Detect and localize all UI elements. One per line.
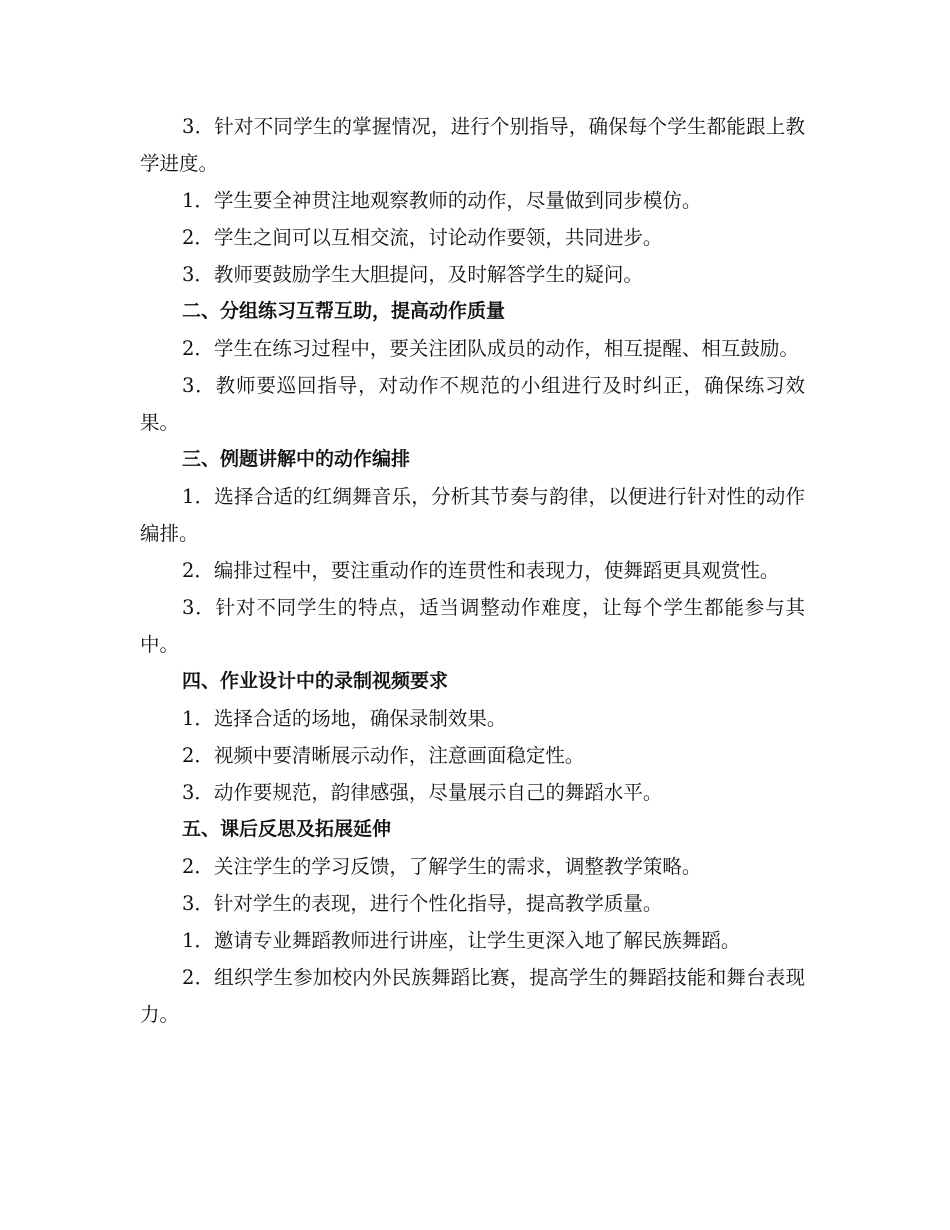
paragraph: 1．邀请专业舞蹈教师进行讲座，让学生更深入地了解民族舞蹈。 (182, 929, 741, 952)
paragraph: 2．编排过程中，要注重动作的连贯性和表现力，使舞蹈更具观赏性。 (182, 559, 780, 582)
paragraph: 2．关注学生的学习反馈，了解学生的需求，调整教学策略。 (182, 855, 702, 878)
paragraph: 2．学生之间可以互相交流，讨论动作要领，共同进步。 (182, 226, 663, 249)
paragraph: 2．组织学生参加校内外民族舞蹈比赛，提高学生的舞蹈技能和舞台表现力。 (140, 966, 805, 1026)
paragraph: 3．动作要规范，韵律感强，尽量展示自己的舞蹈水平。 (182, 781, 663, 804)
paragraph: 3．教师要鼓励学生大胆提问，及时解答学生的疑问。 (182, 263, 643, 286)
paragraph: 3．针对不同学生的掌握情况，进行个别指导，确保每个学生都能跟上教学进度。 (140, 115, 805, 175)
paragraph: 1．选择合适的场地，确保录制效果。 (182, 707, 507, 730)
paragraph: 1．学生要全神贯注地观察教师的动作，尽量做到同步模仿。 (182, 189, 702, 212)
section-heading: 二、分组练习互帮互助，提高动作质量 (182, 300, 506, 322)
document-page (140, 108, 805, 1033)
paragraph: 1．选择合适的红绸舞音乐，分析其节奏与韵律，以便进行针对性的动作编排。 (140, 485, 805, 545)
paragraph: 2．学生在练习过程中，要关注团队成员的动作，相互提醒、相互鼓励。 (182, 337, 799, 360)
section-heading: 四、作业设计中的录制视频要求 (182, 670, 449, 692)
paragraph: 3．针对学生的表现，进行个性化指导，提高教学质量。 (182, 892, 663, 915)
section-heading: 三、例题讲解中的动作编排 (182, 448, 411, 470)
paragraph: 3．教师要巡回指导，对动作不规范的小组进行及时纠正，确保练习效果。 (140, 374, 805, 434)
section-heading: 五、课后反思及拓展延伸 (182, 818, 392, 840)
paragraph: 3．针对不同学生的特点，适当调整动作难度，让每个学生都能参与其中。 (140, 596, 805, 656)
paragraph: 2．视频中要清晰展示动作，注意画面稳定性。 (182, 744, 585, 767)
